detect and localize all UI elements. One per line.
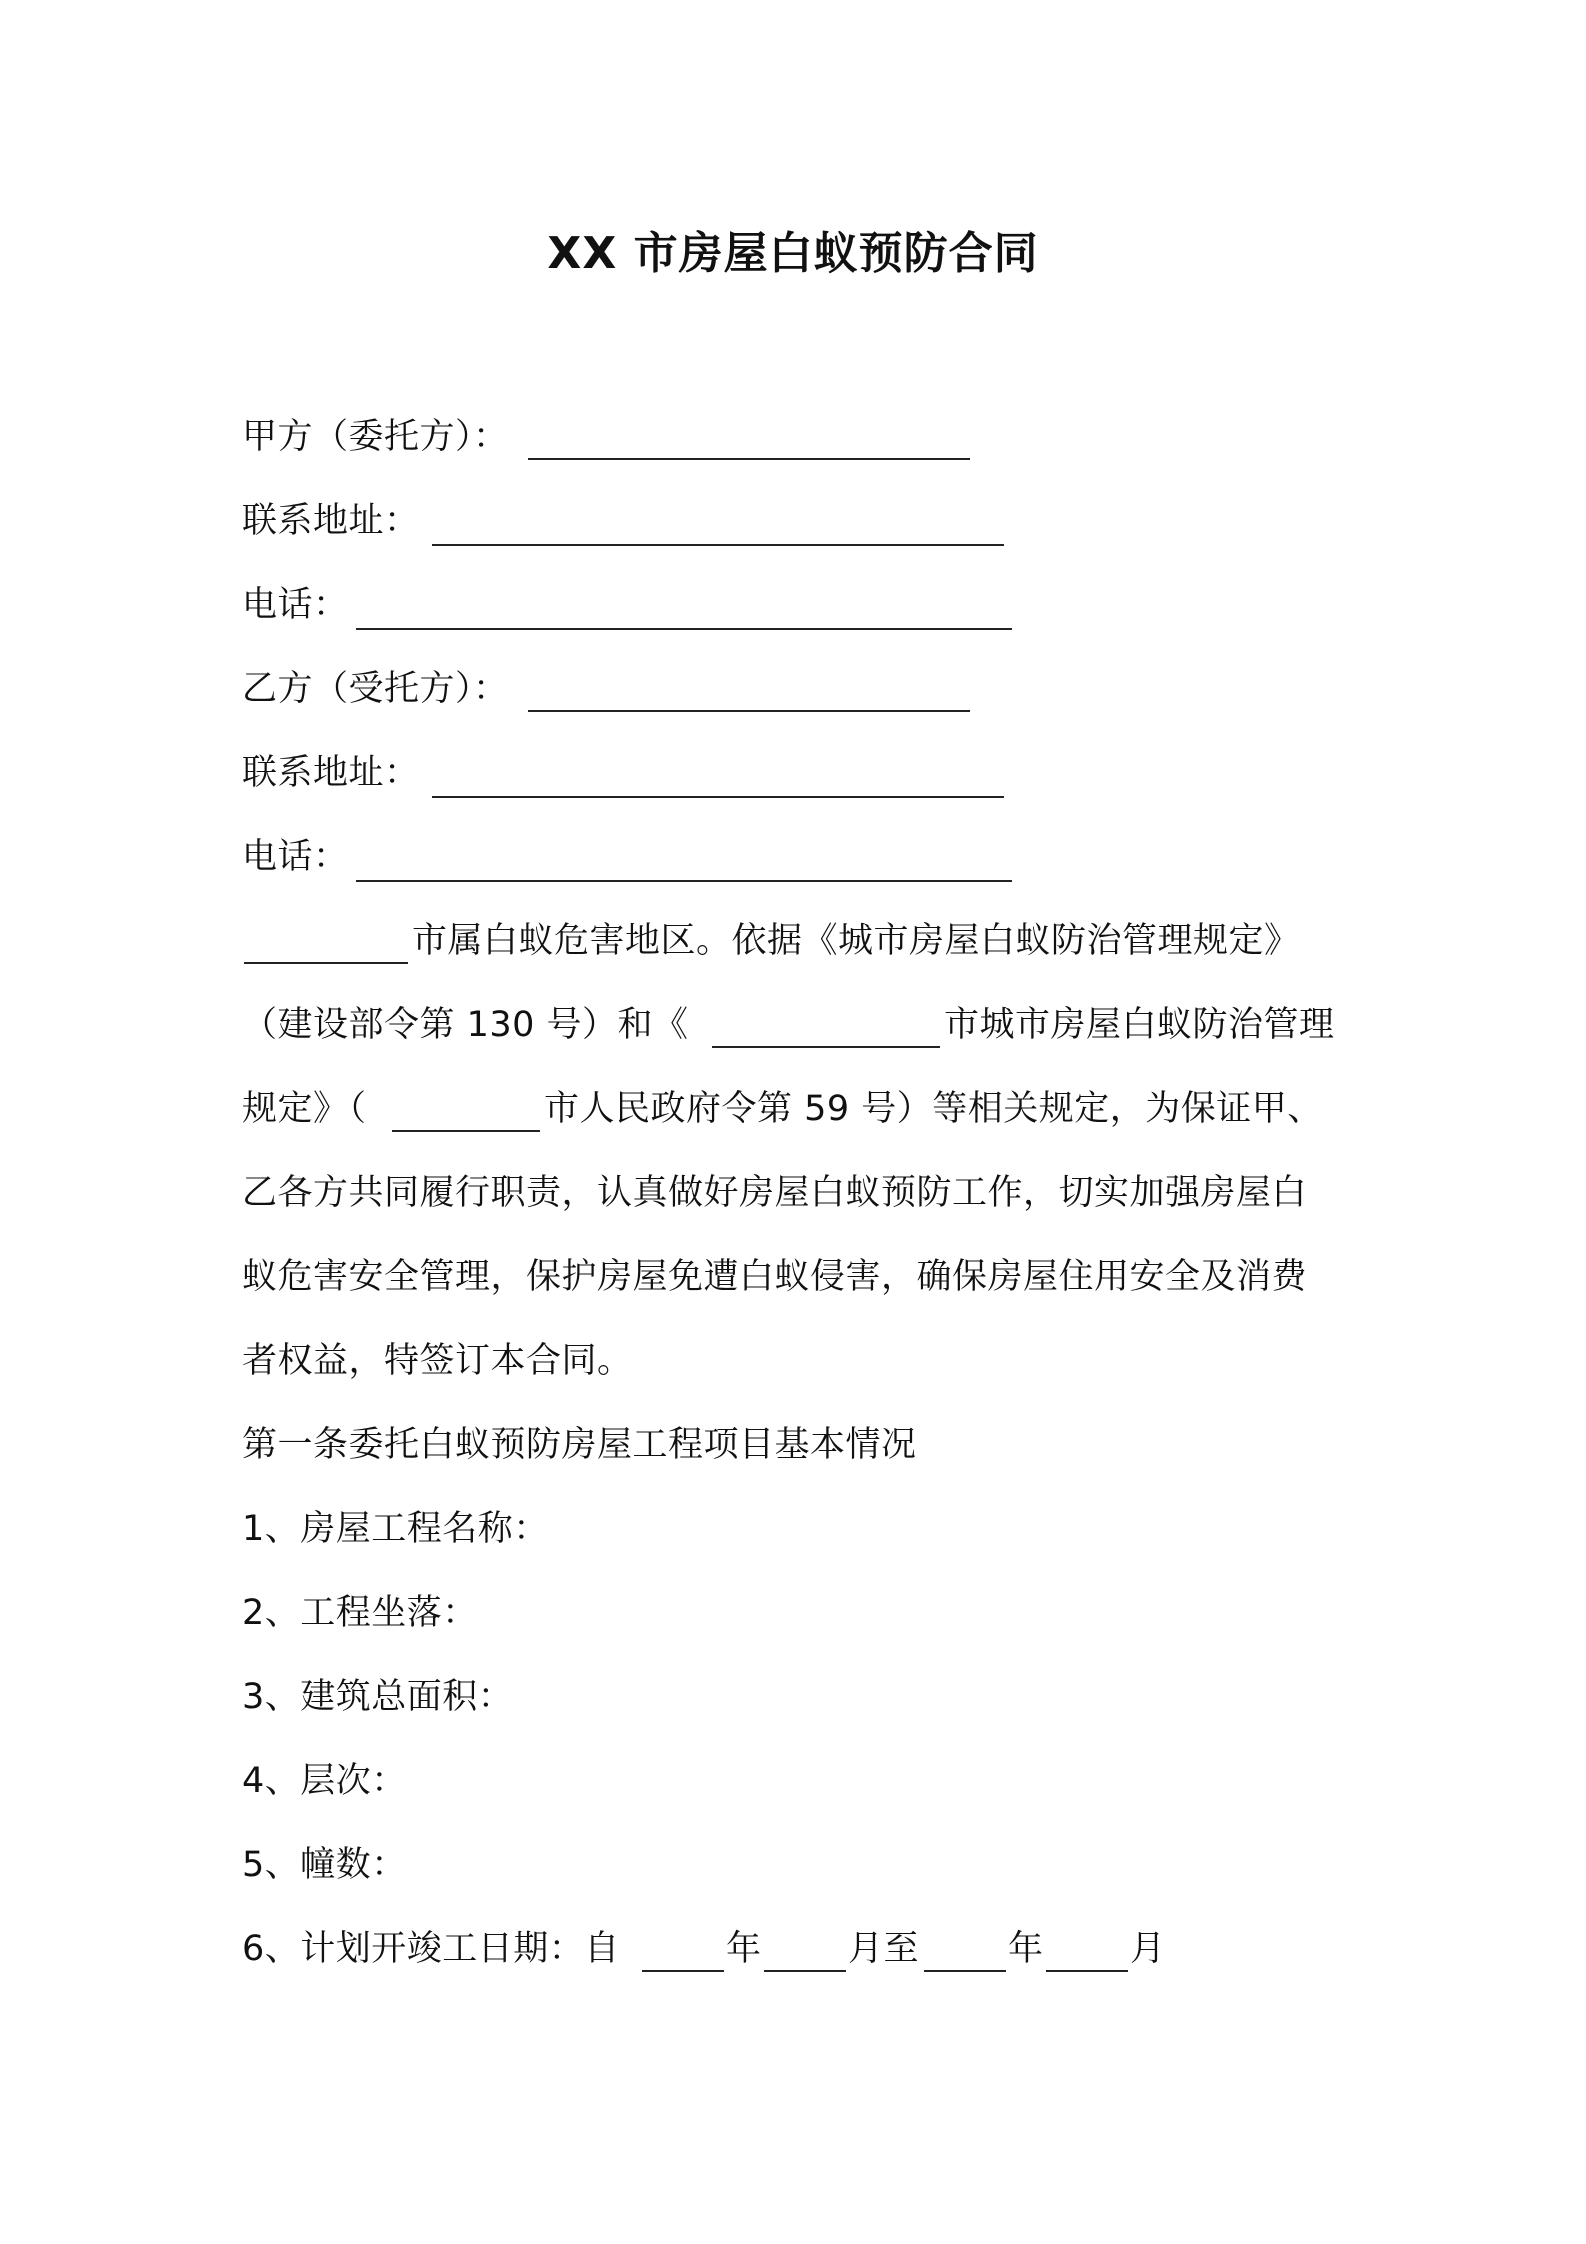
list-item-storeys: 4、层次： [242, 1761, 407, 1801]
preamble-line-1: 市属白蚁危害地区。依据《城市房屋白蚁防治管理规定》 [412, 921, 1300, 961]
preamble-line-3a: 规定》（ [242, 1089, 367, 1129]
party-b-address-label: 联系地址： [242, 753, 420, 793]
document-title: XX 市房屋白蚁预防合同 [547, 228, 1039, 279]
party-a-blank [528, 458, 970, 460]
start-month-blank [764, 1970, 846, 1972]
city-blank-2 [712, 1046, 940, 1048]
party-b-address-blank [432, 796, 1004, 798]
preamble-line-3b: 市人民政府令第 59 号）等相关规定，为保证甲、 [544, 1089, 1323, 1129]
schedule-month-to: 月至 [848, 1929, 920, 1969]
city-blank-3 [392, 1130, 540, 1132]
schedule-year-1: 年 [726, 1929, 762, 1969]
schedule-month-end: 月 [1130, 1929, 1166, 1969]
list-item-floor-area: 3、建筑总面积： [242, 1677, 514, 1717]
preamble-line-2b: 市城市房屋白蚁防治管理 [944, 1005, 1335, 1045]
party-b-label: 乙方（受托方）： [242, 669, 509, 709]
preamble-line-5: 蚁危害安全管理，保护房屋免遭白蚁侵害，确保房屋住用安全及消费 [242, 1257, 1308, 1297]
preamble-line-6: 者权益，特签订本合同。 [242, 1341, 633, 1381]
city-blank-1 [244, 962, 408, 964]
party-a-phone-label: 电话： [242, 585, 349, 625]
list-item-project-name: 1、房屋工程名称： [242, 1509, 549, 1549]
list-item-location: 2、工程坐落： [242, 1593, 478, 1633]
party-a-address-label: 联系地址： [242, 501, 420, 541]
end-year-blank [924, 1970, 1006, 1972]
schedule-year-2: 年 [1008, 1929, 1044, 1969]
party-b-phone-blank [356, 880, 1012, 882]
schedule-prefix: 6、计划开竣工日期：自 [242, 1929, 620, 1969]
party-b-phone-label: 电话： [242, 837, 349, 877]
preamble-line-4: 乙各方共同履行职责，认真做好房屋白蚁预防工作，切实加强房屋白 [242, 1173, 1308, 1213]
party-a-address-blank [432, 544, 1004, 546]
article-1-heading: 第一条委托白蚁预防房屋工程项目基本情况 [242, 1425, 917, 1465]
party-b-blank [528, 710, 970, 712]
end-month-blank [1046, 1970, 1128, 1972]
start-year-blank [642, 1970, 724, 1972]
list-item-buildings: 5、幢数： [242, 1845, 407, 1885]
party-a-phone-blank [356, 628, 1012, 630]
preamble-line-2a: （建设部令第 130 号）和《 [242, 1005, 689, 1045]
party-a-label: 甲方（委托方）： [242, 417, 509, 457]
